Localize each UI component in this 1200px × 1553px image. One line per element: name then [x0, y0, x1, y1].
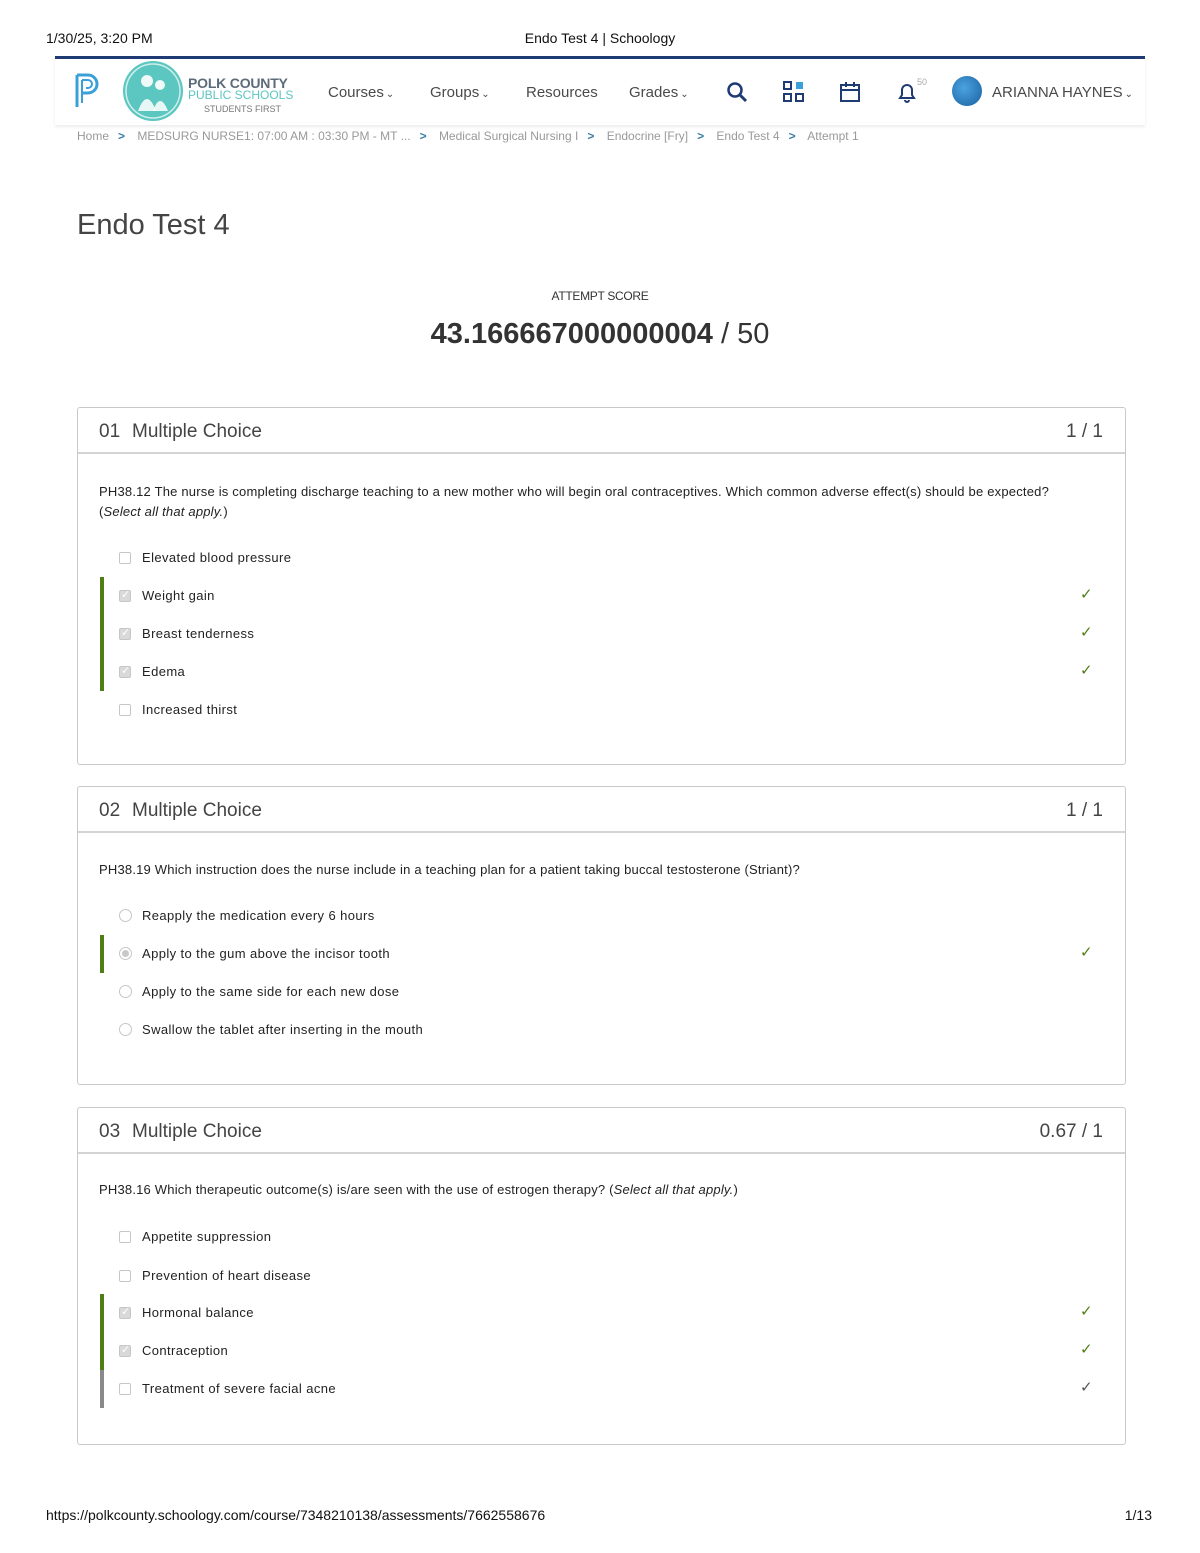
breadcrumb-item[interactable]: Attempt 1 — [807, 129, 859, 143]
checkbox[interactable] — [119, 1345, 131, 1357]
checkmark-icon: ✓ — [1080, 586, 1093, 603]
answer-option — [78, 1011, 1125, 1049]
breadcrumb-separator-icon: > — [118, 129, 126, 143]
question-text-instruction: Select all that apply. — [613, 1182, 734, 1197]
option-label: Edema — [142, 664, 186, 679]
nav-grades[interactable] — [629, 84, 689, 101]
question-number: 03 — [99, 1121, 121, 1142]
print-header — [0, 30, 1200, 48]
answer-option — [78, 897, 1125, 935]
breadcrumb-item[interactable]: Endo Test 4 — [716, 129, 780, 143]
checkmark-icon: ✓ — [1080, 624, 1093, 641]
option-label: Appetite suppression — [142, 1229, 272, 1244]
question-text-end: ) — [733, 1182, 738, 1197]
checkbox[interactable] — [119, 1231, 131, 1243]
radio-button[interactable] — [119, 947, 132, 960]
chevron-down-icon: ⌄ — [481, 89, 490, 100]
checkbox[interactable] — [119, 1383, 131, 1395]
question-card-03 — [77, 1107, 1126, 1445]
logo-line-1: POLK COUNTY — [188, 75, 288, 91]
answer-option — [78, 653, 1125, 691]
chevron-down-icon: ⌄ — [1124, 89, 1133, 100]
checkmark-icon: ✓ — [1080, 662, 1093, 679]
option-label: Hormonal balance — [142, 1305, 254, 1320]
question-points: 1 / 1 — [1066, 421, 1103, 442]
avatar[interactable] — [952, 76, 982, 106]
answer-option — [78, 691, 1125, 729]
nav-courses[interactable] — [328, 84, 394, 101]
page-title: Endo Test 4 — [77, 209, 230, 241]
answer-option — [78, 973, 1125, 1011]
option-label: Apply to the gum above the incisor tooth — [142, 946, 390, 961]
notification-bell-icon[interactable] — [896, 81, 918, 103]
breadcrumb-item[interactable]: MEDSURG NURSE1: 07:00 AM : 03:30 PM - MT ... — [137, 129, 411, 143]
question-number: 02 — [99, 800, 121, 821]
breadcrumb-item[interactable]: Home — [77, 129, 110, 143]
breadcrumb-separator-icon: > — [697, 129, 705, 143]
nav-resources[interactable] — [526, 84, 598, 101]
question-points: 0.67 / 1 — [1039, 1121, 1103, 1142]
attempt-score-total: / 50 — [712, 318, 770, 350]
option-label: Treatment of severe facial acne — [142, 1381, 337, 1396]
question-number: 01 — [99, 421, 121, 442]
breadcrumb-separator-icon: > — [419, 129, 427, 143]
option-label: Breast tenderness — [142, 626, 255, 641]
option-label: Swallow the tablet after inserting in the mouth — [142, 1022, 424, 1037]
answer-option — [78, 1294, 1125, 1332]
breadcrumb — [77, 129, 859, 143]
attempt-score — [0, 318, 1200, 351]
print-date: 1/30/25, 3:20 PM — [46, 30, 153, 46]
question-points: 1 / 1 — [1066, 800, 1103, 821]
checkbox[interactable] — [119, 590, 131, 602]
answer-option — [78, 1332, 1125, 1370]
search-icon[interactable] — [726, 81, 748, 103]
nav-courses-label: Courses — [328, 84, 384, 101]
breadcrumb-separator-icon: > — [587, 129, 595, 143]
question-type: Multiple Choice — [132, 421, 262, 442]
radio-button[interactable] — [119, 909, 132, 922]
attempt-score-label: ATTEMPT SCORE — [551, 289, 649, 303]
radio-button[interactable] — [119, 1023, 132, 1036]
user-name-label: ARIANNA HAYNES — [992, 84, 1123, 101]
checkbox[interactable] — [119, 666, 131, 678]
nav-grades-label: Grades — [629, 84, 679, 101]
question-header — [78, 1108, 1125, 1154]
option-label: Reapply the medication every 6 hours — [142, 908, 375, 923]
question-card-01 — [77, 407, 1126, 765]
district-logo — [188, 77, 293, 115]
option-label: Apply to the same side for each new dose — [142, 984, 400, 999]
correct-answer-indicator — [100, 1332, 104, 1370]
option-label: Contraception — [142, 1343, 229, 1358]
user-menu[interactable] — [992, 84, 1133, 101]
schoology-logo-icon[interactable] — [73, 73, 101, 109]
answer-option — [78, 1370, 1125, 1408]
print-url: https://polkcounty.schoology.com/course/7348210138/assessments/7662558676 — [46, 1507, 546, 1523]
print-page-number: 1/13 — [1124, 1507, 1152, 1523]
radio-button[interactable] — [119, 985, 132, 998]
breadcrumb-separator-icon: > — [788, 129, 796, 143]
checkmark-icon: ✓ — [1080, 1303, 1093, 1320]
answer-option — [78, 615, 1125, 653]
district-seal-icon — [123, 61, 183, 121]
question-header — [78, 408, 1125, 454]
checkbox[interactable] — [119, 704, 131, 716]
answer-option — [78, 539, 1125, 577]
question-type: Multiple Choice — [132, 1121, 262, 1142]
nav-resources-label: Resources — [526, 84, 598, 101]
notification-count: 50 — [917, 77, 928, 87]
chevron-down-icon: ⌄ — [385, 89, 395, 100]
checkmark-icon: ✓ — [1080, 1379, 1093, 1396]
question-text-end: ) — [223, 504, 228, 519]
nav-groups-label: Groups — [430, 84, 480, 101]
top-navbar — [55, 56, 1145, 125]
chevron-down-icon: ⌄ — [680, 89, 689, 100]
option-label: Weight gain — [142, 588, 215, 603]
question-text — [99, 1180, 1075, 1200]
checkbox[interactable] — [119, 552, 131, 564]
checkmark-icon: ✓ — [1080, 944, 1093, 961]
answer-option — [78, 577, 1125, 615]
correct-answer-indicator — [100, 935, 104, 973]
question-card-02 — [77, 786, 1126, 1085]
logo-line-3: STUDENTS FIRST — [204, 104, 282, 114]
breadcrumb-item[interactable]: Endocrine [Fry] — [606, 129, 689, 143]
question-text — [99, 482, 1075, 522]
print-title: Endo Test 4 | Schoology — [524, 30, 676, 46]
correct-answer-indicator — [100, 653, 104, 691]
answer-option — [78, 1257, 1125, 1295]
checkbox[interactable] — [119, 1307, 131, 1319]
option-label: Prevention of heart disease — [142, 1268, 312, 1283]
correct-answer-indicator — [100, 577, 104, 615]
breadcrumb-item[interactable]: Medical Surgical Nursing I — [438, 129, 579, 143]
question-text-main: PH38.12 The nurse is completing discharge teaching to a new mother who will begin oral contraceptives. Which common adverse effect(s) should be expected? ( — [99, 484, 1050, 519]
answer-option — [78, 1218, 1125, 1256]
checkmark-icon: ✓ — [1080, 1341, 1093, 1358]
calendar-icon[interactable] — [839, 81, 861, 103]
checkbox[interactable] — [119, 628, 131, 640]
logo-line-2: PUBLIC SCHOOLS — [188, 88, 294, 102]
apps-grid-icon[interactable] — [783, 81, 805, 103]
option-label: Increased thirst — [142, 702, 238, 717]
question-header — [78, 787, 1125, 833]
attempt-score-value: 43.166667000000004 — [430, 318, 713, 350]
question-text-main: PH38.16 Which therapeutic outcome(s) is/are seen with the use of estrogen therapy? ( — [99, 1182, 614, 1197]
question-type: Multiple Choice — [132, 800, 262, 821]
missed-answer-indicator — [100, 1370, 104, 1408]
question-text-instruction: Select all that apply. — [103, 504, 224, 519]
nav-groups[interactable] — [430, 84, 490, 101]
correct-answer-indicator — [100, 1294, 104, 1332]
question-text: PH38.19 Which instruction does the nurse include in a teaching plan for a patient taking buccal testosterone (Striant)? — [99, 862, 800, 877]
checkbox[interactable] — [119, 1270, 131, 1282]
answer-option — [78, 935, 1125, 973]
option-label: Elevated blood pressure — [142, 550, 292, 565]
correct-answer-indicator — [100, 615, 104, 653]
